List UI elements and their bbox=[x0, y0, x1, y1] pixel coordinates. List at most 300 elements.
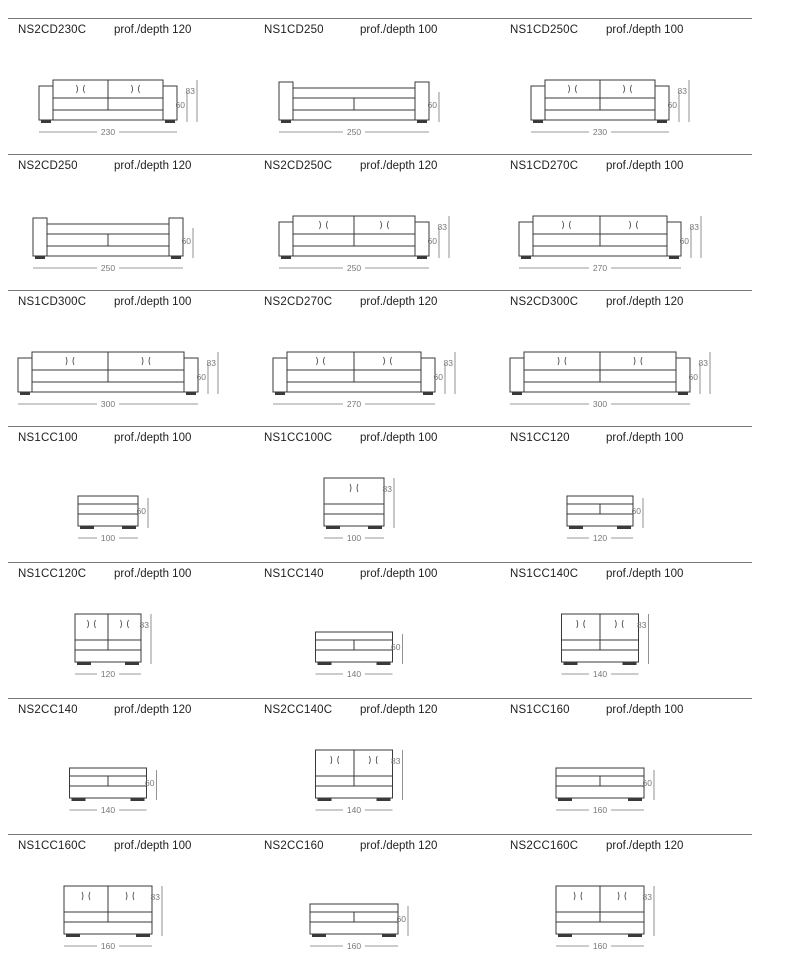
foot bbox=[125, 662, 139, 665]
seat-cushion bbox=[78, 504, 138, 514]
module-base bbox=[310, 922, 398, 934]
seat-cushion bbox=[64, 912, 108, 922]
seat-dimension-label: 60 bbox=[175, 100, 185, 110]
seat-dimension-label: 60 bbox=[181, 236, 191, 246]
back-cushion bbox=[75, 614, 108, 640]
height-dimension-label: 83 bbox=[677, 86, 687, 96]
foot bbox=[569, 526, 583, 529]
left-arm bbox=[510, 358, 524, 392]
back-cushion bbox=[562, 614, 601, 640]
product-depth: prof./depth 100 bbox=[606, 432, 684, 444]
product-cell bbox=[254, 290, 500, 426]
height-dimension-label: 83 bbox=[642, 892, 652, 902]
product-code: NS2CC140 bbox=[18, 704, 78, 716]
product-depth: prof./depth 100 bbox=[606, 160, 684, 172]
product-code: NS2CC140C bbox=[264, 704, 333, 716]
width-dimension-label: 300 bbox=[592, 399, 608, 409]
product-depth: prof./depth 100 bbox=[114, 432, 192, 444]
product-drawing bbox=[500, 698, 746, 834]
back-cushion bbox=[524, 352, 600, 370]
width-dimension-label: 100 bbox=[100, 533, 116, 543]
cushion-stitch bbox=[624, 85, 632, 93]
product-cell bbox=[254, 426, 500, 562]
width-dimension-label: 160 bbox=[346, 941, 362, 951]
product-code: NS1CD250 bbox=[264, 24, 324, 36]
product-drawing bbox=[500, 154, 746, 290]
seat-dimension-label: 60 bbox=[196, 372, 206, 382]
seat-dimension-label: 60 bbox=[688, 372, 698, 382]
seat-dimension-label: 60 bbox=[145, 778, 155, 788]
left-arm bbox=[279, 82, 293, 120]
seat-cushion bbox=[108, 98, 163, 110]
seat-cushion bbox=[562, 640, 601, 650]
product-drawing bbox=[8, 834, 254, 970]
module-base bbox=[556, 786, 644, 798]
seat-cushion bbox=[108, 776, 147, 786]
product-cell bbox=[500, 290, 746, 426]
seat-cushion bbox=[293, 234, 354, 246]
seat-dimension-label: 60 bbox=[396, 914, 406, 924]
back-cushion bbox=[556, 886, 600, 912]
seat-cushion bbox=[600, 776, 644, 786]
foot bbox=[521, 256, 531, 259]
width-dimension-label: 160 bbox=[100, 941, 116, 951]
back-cushion bbox=[533, 216, 600, 234]
product-code: NS2CD250C bbox=[264, 160, 333, 172]
foot bbox=[136, 934, 150, 937]
seat-cushion bbox=[108, 640, 141, 650]
product-depth: prof./depth 120 bbox=[114, 24, 192, 36]
seat-dimension-label: 60 bbox=[427, 100, 437, 110]
product-drawing bbox=[8, 562, 254, 698]
back-cushion bbox=[354, 352, 421, 370]
sofa-base bbox=[293, 246, 415, 256]
height-dimension-label: 83 bbox=[150, 892, 160, 902]
product-drawing bbox=[254, 562, 500, 698]
width-dimension-label: 270 bbox=[592, 263, 608, 273]
product-code: NS1CC160 bbox=[510, 704, 570, 716]
seat-cushion bbox=[600, 234, 667, 246]
product-depth: prof./depth 100 bbox=[360, 432, 438, 444]
seat-cushion bbox=[53, 98, 108, 110]
product-code: NS2CC160C bbox=[510, 840, 579, 852]
back-cushion bbox=[53, 80, 108, 98]
sofa-base bbox=[524, 382, 676, 392]
seat-cushion bbox=[75, 640, 108, 650]
width-dimension-label: 140 bbox=[346, 805, 362, 815]
cushion-stitch bbox=[558, 357, 566, 365]
seat-cushion bbox=[287, 370, 354, 382]
backrest bbox=[78, 496, 138, 504]
product-cell bbox=[8, 562, 254, 698]
seat-cushion bbox=[354, 234, 415, 246]
cushion-stitch bbox=[82, 892, 90, 900]
product-cell bbox=[500, 834, 746, 970]
cushion-stitch bbox=[618, 892, 626, 900]
cushion-stitch bbox=[142, 357, 150, 365]
foot bbox=[368, 526, 382, 529]
product-depth: prof./depth 120 bbox=[360, 840, 438, 852]
product-drawing bbox=[254, 698, 500, 834]
seat-dimension-label: 60 bbox=[679, 236, 689, 246]
foot bbox=[617, 526, 631, 529]
product-code: NS1CC100C bbox=[264, 432, 333, 444]
cushion-stitch bbox=[569, 85, 577, 93]
foot bbox=[628, 934, 642, 937]
height-dimension-label: 83 bbox=[391, 756, 401, 766]
foot bbox=[318, 662, 332, 665]
product-cell bbox=[254, 154, 500, 290]
product-drawing bbox=[8, 426, 254, 562]
product-depth: prof./depth 100 bbox=[606, 24, 684, 36]
seat-cushion bbox=[32, 370, 108, 382]
seat-dimension-label: 60 bbox=[433, 372, 443, 382]
foot bbox=[669, 256, 679, 259]
height-dimension-label: 83 bbox=[206, 358, 216, 368]
product-drawing bbox=[500, 426, 746, 562]
width-dimension-label: 300 bbox=[100, 399, 116, 409]
backrest bbox=[293, 88, 415, 98]
cushion-stitch bbox=[126, 892, 134, 900]
seat-cushion bbox=[600, 98, 655, 110]
left-arm bbox=[519, 222, 533, 256]
product-code: NS1CD300C bbox=[18, 296, 87, 308]
product-depth: prof./depth 100 bbox=[114, 296, 192, 308]
backrest bbox=[556, 768, 644, 776]
product-code: NS1CD250C bbox=[510, 24, 579, 36]
back-cushion bbox=[324, 478, 384, 504]
cushion-stitch bbox=[350, 484, 358, 492]
seat-cushion bbox=[316, 640, 355, 650]
cushion-stitch bbox=[317, 357, 325, 365]
height-dimension-label: 83 bbox=[637, 620, 647, 630]
module-base bbox=[562, 650, 639, 662]
back-cushion bbox=[108, 80, 163, 98]
foot bbox=[377, 798, 391, 801]
product-drawing bbox=[8, 290, 254, 426]
foot bbox=[281, 120, 291, 123]
cushion-stitch bbox=[121, 620, 129, 628]
left-arm bbox=[531, 86, 545, 120]
module-base bbox=[64, 922, 152, 934]
foot bbox=[657, 120, 667, 123]
module-base bbox=[567, 514, 633, 526]
left-arm bbox=[39, 86, 53, 120]
seat-dimension-label: 60 bbox=[391, 642, 401, 652]
product-depth: prof./depth 100 bbox=[114, 568, 192, 580]
left-arm bbox=[279, 222, 293, 256]
cushion-stitch bbox=[574, 892, 582, 900]
product-drawing bbox=[254, 834, 500, 970]
seat-cushion bbox=[310, 912, 354, 922]
foot bbox=[533, 120, 543, 123]
seat-cushion bbox=[600, 370, 676, 382]
seat-cushion bbox=[108, 234, 169, 246]
height-dimension-label: 83 bbox=[185, 86, 195, 96]
product-drawing bbox=[500, 834, 746, 970]
module-base bbox=[316, 786, 393, 798]
seat-cushion bbox=[324, 504, 384, 514]
foot bbox=[275, 392, 285, 395]
seat-cushion bbox=[108, 912, 152, 922]
sofa-base bbox=[32, 382, 184, 392]
product-cell bbox=[8, 698, 254, 834]
height-dimension-label: 83 bbox=[698, 358, 708, 368]
product-depth: prof./depth 120 bbox=[606, 840, 684, 852]
cushion-stitch bbox=[77, 85, 85, 93]
back-cushion bbox=[64, 886, 108, 912]
seat-dimension-label: 60 bbox=[631, 506, 641, 516]
product-cell bbox=[500, 154, 746, 290]
seat-cushion bbox=[316, 776, 355, 786]
sofa-base bbox=[287, 382, 421, 392]
foot bbox=[165, 120, 175, 123]
left-arm bbox=[273, 358, 287, 392]
product-depth: prof./depth 100 bbox=[606, 704, 684, 716]
product-code: NS1CC120 bbox=[510, 432, 570, 444]
foot bbox=[171, 256, 181, 259]
product-code: NS1CD270C bbox=[510, 160, 579, 172]
product-depth: prof./depth 100 bbox=[360, 568, 438, 580]
seat-cushion bbox=[567, 504, 600, 514]
product-cell bbox=[254, 562, 500, 698]
seat-cushion bbox=[354, 912, 398, 922]
foot bbox=[281, 256, 291, 259]
foot bbox=[628, 798, 642, 801]
product-code: NS2CD230C bbox=[18, 24, 87, 36]
foot bbox=[564, 662, 578, 665]
seat-cushion bbox=[533, 234, 600, 246]
product-cell bbox=[8, 290, 254, 426]
product-drawing bbox=[500, 562, 746, 698]
seat-cushion bbox=[354, 98, 415, 110]
back-cushion bbox=[108, 886, 152, 912]
seat-cushion bbox=[545, 98, 600, 110]
product-code: NS1CC140C bbox=[510, 568, 579, 580]
cushion-stitch bbox=[320, 221, 328, 229]
height-dimension-label: 83 bbox=[437, 222, 447, 232]
foot bbox=[186, 392, 196, 395]
cushion-stitch bbox=[331, 756, 339, 764]
left-arm bbox=[33, 218, 47, 256]
foot bbox=[558, 798, 572, 801]
back-cushion bbox=[600, 614, 639, 640]
product-cell bbox=[500, 562, 746, 698]
seat-cushion bbox=[600, 912, 644, 922]
cushion-stitch bbox=[384, 357, 392, 365]
back-cushion bbox=[600, 80, 655, 98]
seat-cushion bbox=[354, 776, 393, 786]
seat-cushion bbox=[556, 912, 600, 922]
product-depth: prof./depth 100 bbox=[114, 840, 192, 852]
product-depth: prof./depth 100 bbox=[606, 568, 684, 580]
seat-dimension-label: 60 bbox=[136, 506, 146, 516]
back-cushion bbox=[32, 352, 108, 370]
product-drawing bbox=[500, 18, 746, 154]
width-dimension-label: 250 bbox=[100, 263, 116, 273]
product-depth: prof./depth 120 bbox=[114, 160, 192, 172]
product-cell bbox=[500, 426, 746, 562]
seat-cushion bbox=[524, 370, 600, 382]
product-cell bbox=[8, 426, 254, 562]
cushion-stitch bbox=[577, 620, 585, 628]
back-cushion bbox=[354, 750, 393, 776]
foot bbox=[77, 662, 91, 665]
back-cushion bbox=[600, 352, 676, 370]
left-arm bbox=[18, 358, 32, 392]
foot bbox=[623, 662, 637, 665]
foot bbox=[423, 392, 433, 395]
foot bbox=[312, 934, 326, 937]
foot bbox=[678, 392, 688, 395]
product-depth: prof./depth 120 bbox=[360, 160, 438, 172]
seat-cushion bbox=[354, 370, 421, 382]
product-cell bbox=[8, 154, 254, 290]
cushion-stitch bbox=[381, 221, 389, 229]
foot bbox=[377, 662, 391, 665]
cushion-stitch bbox=[369, 756, 377, 764]
height-dimension-label: 83 bbox=[443, 358, 453, 368]
back-cushion bbox=[287, 352, 354, 370]
product-cell bbox=[254, 18, 500, 154]
height-dimension-label: 83 bbox=[689, 222, 699, 232]
cushion-stitch bbox=[66, 357, 74, 365]
back-cushion bbox=[354, 216, 415, 234]
foot bbox=[512, 392, 522, 395]
product-code: NS1CC160C bbox=[18, 840, 87, 852]
foot bbox=[131, 798, 145, 801]
seat-cushion bbox=[600, 640, 639, 650]
backrest bbox=[47, 224, 169, 234]
sofa-base bbox=[47, 246, 169, 256]
seat-cushion bbox=[556, 776, 600, 786]
seat-cushion bbox=[70, 776, 109, 786]
product-depth: prof./depth 120 bbox=[114, 704, 192, 716]
back-cushion bbox=[108, 352, 184, 370]
cushion-stitch bbox=[615, 620, 623, 628]
foot bbox=[41, 120, 51, 123]
foot bbox=[66, 934, 80, 937]
sofa-base bbox=[53, 110, 163, 120]
module-base bbox=[75, 650, 141, 662]
foot bbox=[80, 526, 94, 529]
backrest bbox=[70, 768, 147, 776]
backrest bbox=[316, 632, 393, 640]
width-dimension-label: 250 bbox=[346, 127, 362, 137]
product-cell bbox=[254, 698, 500, 834]
module-base bbox=[316, 650, 393, 662]
product-depth: prof./depth 100 bbox=[360, 24, 438, 36]
seat-cushion bbox=[600, 504, 633, 514]
back-cushion bbox=[316, 750, 355, 776]
width-dimension-label: 160 bbox=[592, 941, 608, 951]
back-cushion bbox=[600, 216, 667, 234]
foot bbox=[72, 798, 86, 801]
product-cell bbox=[254, 834, 500, 970]
backrest bbox=[310, 904, 398, 912]
cushion-stitch bbox=[630, 221, 638, 229]
width-dimension-label: 120 bbox=[100, 669, 116, 679]
cushion-stitch bbox=[132, 85, 140, 93]
back-cushion bbox=[600, 886, 644, 912]
product-drawing bbox=[254, 18, 500, 154]
product-depth: prof./depth 120 bbox=[360, 704, 438, 716]
product-drawing bbox=[254, 426, 500, 562]
product-depth: prof./depth 120 bbox=[360, 296, 438, 308]
foot bbox=[35, 256, 45, 259]
back-cushion bbox=[108, 614, 141, 640]
height-dimension-label: 83 bbox=[382, 484, 392, 494]
foot bbox=[20, 392, 30, 395]
seat-dimension-label: 60 bbox=[642, 778, 652, 788]
sofa-base bbox=[533, 246, 667, 256]
cushion-stitch bbox=[563, 221, 571, 229]
foot bbox=[318, 798, 332, 801]
foot bbox=[326, 526, 340, 529]
width-dimension-label: 100 bbox=[346, 533, 362, 543]
seat-cushion bbox=[108, 370, 184, 382]
module-base bbox=[324, 514, 384, 526]
seat-cushion bbox=[293, 98, 354, 110]
seat-cushion bbox=[354, 640, 393, 650]
back-cushion bbox=[293, 216, 354, 234]
product-depth: prof./depth 120 bbox=[606, 296, 684, 308]
product-drawing bbox=[8, 698, 254, 834]
product-code: NS2CD300C bbox=[510, 296, 579, 308]
module-base bbox=[70, 786, 147, 798]
width-dimension-label: 120 bbox=[592, 533, 608, 543]
product-code: NS2CC160 bbox=[264, 840, 324, 852]
width-dimension-label: 140 bbox=[100, 805, 116, 815]
foot bbox=[417, 256, 427, 259]
width-dimension-label: 160 bbox=[592, 805, 608, 815]
back-cushion bbox=[545, 80, 600, 98]
foot bbox=[417, 120, 427, 123]
product-drawing bbox=[500, 290, 746, 426]
foot bbox=[558, 934, 572, 937]
width-dimension-label: 230 bbox=[100, 127, 116, 137]
product-cell bbox=[500, 18, 746, 154]
product-cell bbox=[8, 18, 254, 154]
seat-dimension-label: 60 bbox=[667, 100, 677, 110]
product-code: NS2CD270C bbox=[264, 296, 333, 308]
module-base bbox=[556, 922, 644, 934]
seat-dimension-label: 60 bbox=[427, 236, 437, 246]
foot bbox=[122, 526, 136, 529]
product-code: NS1CC140 bbox=[264, 568, 324, 580]
seat-cushion bbox=[47, 234, 108, 246]
product-drawing bbox=[8, 154, 254, 290]
product-cell bbox=[500, 698, 746, 834]
width-dimension-label: 140 bbox=[592, 669, 608, 679]
height-dimension-label: 83 bbox=[139, 620, 149, 630]
sofa-base bbox=[293, 110, 415, 120]
product-drawing bbox=[254, 154, 500, 290]
module-base bbox=[78, 514, 138, 526]
sofa-base bbox=[545, 110, 655, 120]
width-dimension-label: 250 bbox=[346, 263, 362, 273]
width-dimension-label: 140 bbox=[346, 669, 362, 679]
backrest bbox=[567, 496, 633, 504]
width-dimension-label: 230 bbox=[592, 127, 608, 137]
product-code: NS1CC120C bbox=[18, 568, 87, 580]
product-cell bbox=[8, 834, 254, 970]
product-code: NS2CD250 bbox=[18, 160, 78, 172]
product-drawing bbox=[254, 290, 500, 426]
product-drawing bbox=[8, 18, 254, 154]
width-dimension-label: 270 bbox=[346, 399, 362, 409]
foot bbox=[382, 934, 396, 937]
